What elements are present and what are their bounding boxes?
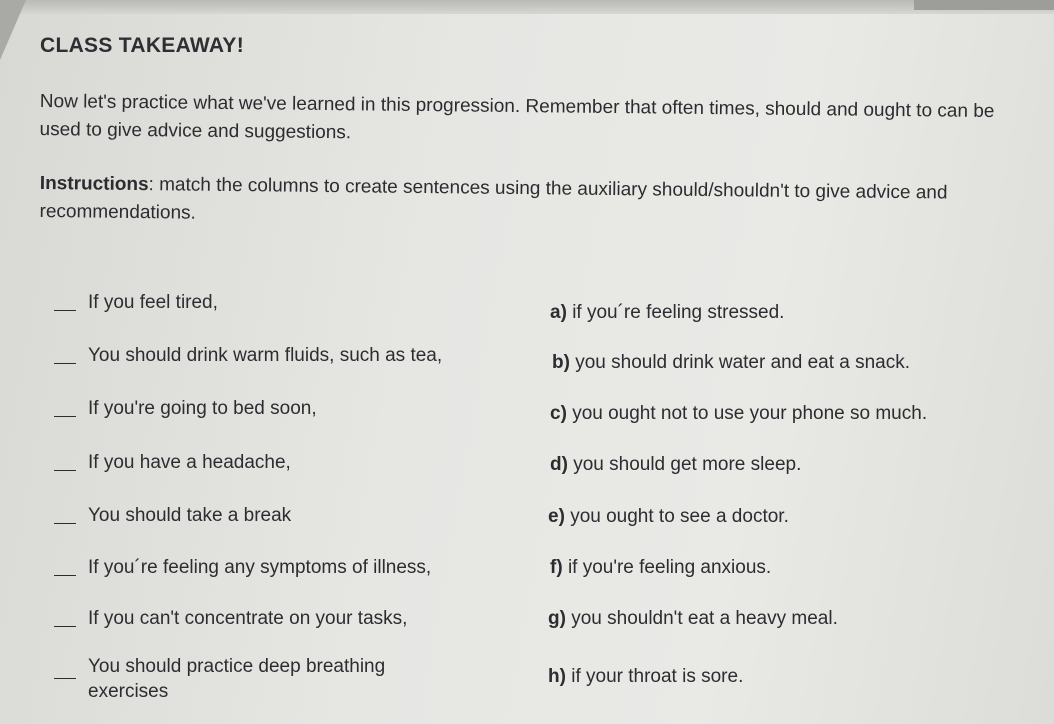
match-row-5 xyxy=(54,503,1034,543)
instructions-paragraph xyxy=(39,170,1040,236)
match-row-1 xyxy=(54,290,1034,330)
right-letter-a: a) xyxy=(550,302,567,323)
right-letter-d: d) xyxy=(550,454,568,475)
right-letter-b: b) xyxy=(552,352,570,373)
worksheet-title: CLASS TAKEAWAY! xyxy=(40,34,245,57)
match-row-2 xyxy=(54,343,1034,383)
intro-paragraph: Now let's practice what we've learned in this progression. Remember that often times, should and ought to can be used to give advice and suggestions. xyxy=(39,90,995,144)
match-row-8 xyxy=(54,654,1034,714)
match-row-4 xyxy=(54,450,1034,490)
left-item-2: You should drink warm fluids, such as tea, xyxy=(88,345,443,366)
right-text-f: if you're feeling anxious. xyxy=(567,557,772,578)
right-item-f xyxy=(550,555,771,580)
answer-blank-6[interactable] xyxy=(54,563,76,576)
right-item-b xyxy=(552,350,910,375)
left-item-4: If you have a headache, xyxy=(88,452,291,473)
instructions-label: Instructions xyxy=(39,172,149,196)
answer-blank-4[interactable] xyxy=(54,458,76,471)
match-row-6 xyxy=(54,555,1034,595)
right-letter-g: g) xyxy=(548,608,566,629)
page-corner-shadow xyxy=(0,0,26,60)
answer-blank-1[interactable] xyxy=(54,298,76,311)
left-item-1: If you feel tired, xyxy=(88,292,218,313)
right-item-d xyxy=(550,452,801,477)
right-text-e: you ought to see a doctor. xyxy=(570,506,789,527)
right-letter-e: e) xyxy=(548,506,565,527)
left-item-6: If you´re feeling any symptoms of illness, xyxy=(88,557,432,578)
answer-blank-5[interactable] xyxy=(54,511,76,524)
right-text-a: if you´re feeling stressed. xyxy=(572,302,785,323)
instructions-text: : match the columns to create sentences using the auxiliary should/shouldn't to give advice and recommendations. xyxy=(39,174,948,224)
right-text-c: you ought not to use your phone so much. xyxy=(572,403,928,424)
answer-blank-3[interactable] xyxy=(54,404,76,417)
match-row-3 xyxy=(54,396,1034,436)
answer-blank-2[interactable] xyxy=(54,351,76,364)
right-letter-c: c) xyxy=(550,403,567,424)
answer-blank-7[interactable] xyxy=(54,614,76,627)
right-letter-f: f) xyxy=(550,557,563,578)
right-item-a xyxy=(550,300,784,325)
right-text-b: you should drink water and eat a snack. xyxy=(575,352,911,373)
left-item-5: You should take a break xyxy=(88,505,292,526)
match-row-7 xyxy=(54,606,1034,646)
left-item-3: If you're going to bed soon, xyxy=(88,398,317,419)
right-text-g: you shouldn't eat a heavy meal. xyxy=(571,608,838,629)
answer-blank-8[interactable] xyxy=(54,666,76,679)
left-item-7: If you can't concentrate on your tasks, xyxy=(88,608,408,629)
right-text-d: you should get more sleep. xyxy=(573,454,802,475)
right-item-e xyxy=(548,504,789,529)
right-letter-h: h) xyxy=(548,666,566,687)
right-item-h xyxy=(548,664,743,689)
right-item-g xyxy=(548,606,838,631)
page-top-edge xyxy=(0,0,1054,14)
right-item-c xyxy=(550,401,927,426)
left-item-8: You should practice deep breathing exercises xyxy=(88,656,386,702)
right-text-h: if your throat is sore. xyxy=(571,666,744,687)
